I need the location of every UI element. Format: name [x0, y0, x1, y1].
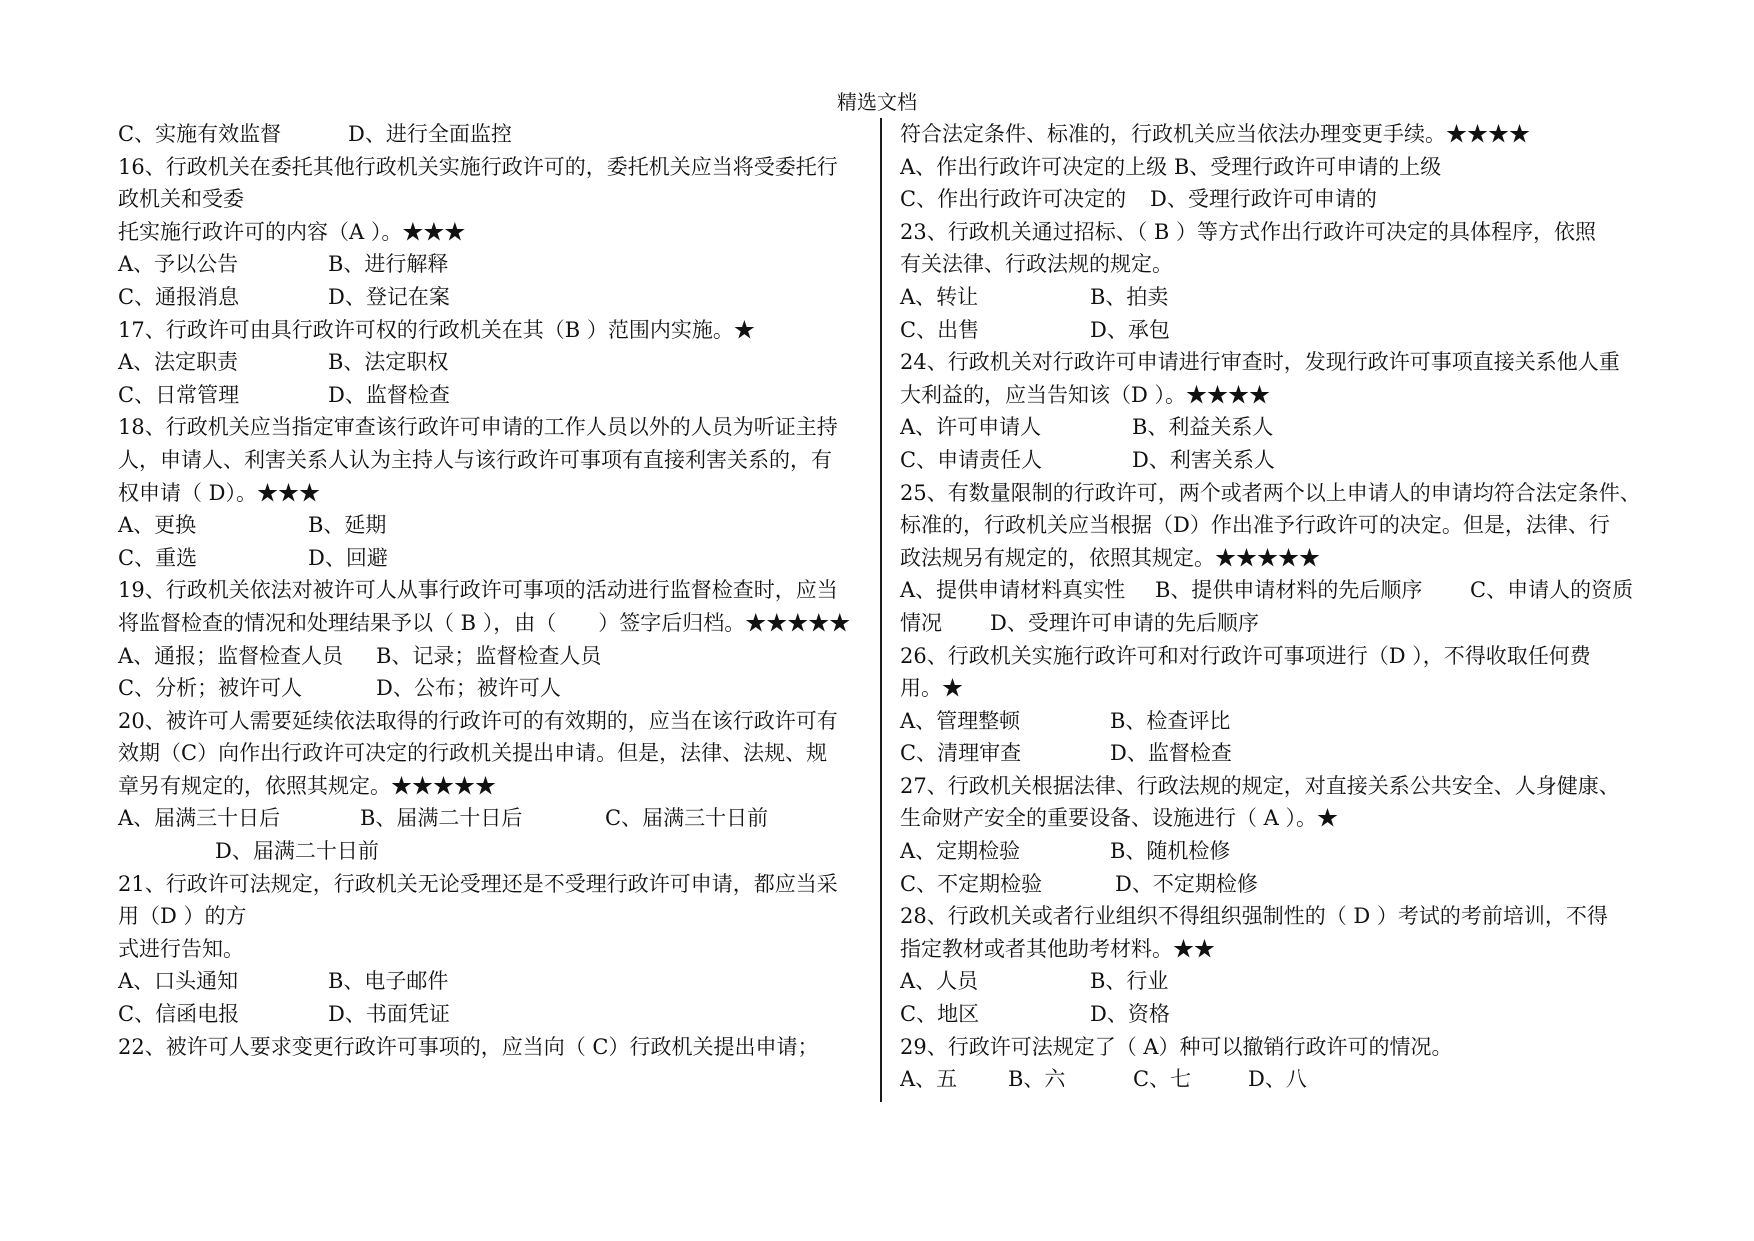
- line-text: 28、行政机关或者行业组织不得组织强制性的（ D ）考试的考前培训，不得: [900, 904, 1608, 929]
- text-line: [900, 672, 1665, 705]
- answer-option: B、届满二十日后: [360, 806, 523, 831]
- answer-option: 情况: [900, 610, 942, 635]
- answer-option: D、受理行政许可申请的: [1150, 187, 1377, 212]
- answer-option: A、更换: [118, 513, 197, 538]
- answer-option: D、不定期检修: [1115, 871, 1258, 896]
- text-line: [900, 574, 1665, 607]
- text-line: [118, 118, 863, 151]
- answer-option: B、提供申请材料的先后顺序: [1155, 578, 1423, 603]
- line-text: 24、行政机关对行政许可申请进行审查时，发现行政许可事项直接关系他人重: [900, 350, 1620, 375]
- answer-option: D、监督检查: [1110, 741, 1232, 766]
- text-line: [900, 281, 1665, 314]
- answer-option: C、不定期检验: [900, 871, 1043, 896]
- text-line: [118, 444, 863, 477]
- text-line: [118, 933, 863, 966]
- line-text: 人，申请人、利害关系人认为主持人与该行政许可事项有直接利害关系的，有: [118, 447, 832, 472]
- answer-option: D、资格: [1090, 1002, 1170, 1027]
- line-text: 用（D ）的方: [118, 904, 247, 929]
- text-line: [900, 379, 1665, 412]
- text-line: [900, 770, 1665, 803]
- answer-option: C、清理审查: [900, 741, 1022, 766]
- answer-option: A、口头通知: [118, 969, 239, 994]
- answer-option: C、通报消息: [118, 284, 240, 309]
- line-text: 大利益的，应当告知该（D ）。★★★★: [900, 382, 1271, 407]
- answer-option: C、重选: [118, 545, 198, 570]
- text-line: [900, 1031, 1665, 1064]
- text-line: [900, 118, 1665, 151]
- column-divider: [880, 118, 882, 1102]
- text-line: [118, 640, 863, 673]
- text-line: [118, 835, 863, 868]
- text-line: [118, 672, 863, 705]
- text-line: [900, 477, 1665, 510]
- text-line: [118, 509, 863, 542]
- text-line: [900, 411, 1665, 444]
- text-line: [900, 933, 1665, 966]
- text-line: [118, 900, 863, 933]
- answer-option: B、利益关系人: [1132, 415, 1274, 440]
- line-text: 有关法律、行政法规的规定。: [900, 252, 1173, 277]
- text-line: [118, 770, 863, 803]
- text-line: [900, 705, 1665, 738]
- line-text: 章另有规定的，依照其规定。★★★★★: [118, 773, 496, 798]
- text-line: [118, 542, 863, 575]
- text-line: [900, 640, 1665, 673]
- text-line: [900, 346, 1665, 379]
- text-line: [118, 574, 863, 607]
- line-text: 22、被许可人要求变更行政许可事项的，应当向（ C）行政机关提出申请；: [118, 1034, 819, 1059]
- answer-option: C、分析；被许可人: [118, 676, 303, 701]
- answer-option: D、受理许可申请的先后顺序: [990, 610, 1259, 635]
- answer-option: C、日常管理: [118, 382, 240, 407]
- line-text: 权申请（ D）。★★★: [118, 480, 321, 505]
- line-text: 27、行政机关根据法律、行政法规的规定，对直接关系公共安全、人身健康、: [900, 773, 1620, 798]
- answer-option: D、八: [1248, 1067, 1307, 1092]
- text-line: [118, 151, 863, 184]
- answer-option: B、进行解释: [328, 252, 449, 277]
- text-line: [118, 868, 863, 901]
- answer-option: A、提供申请材料真实性: [900, 578, 1126, 603]
- line-text: 标准的，行政机关应当根据（D）作出准予行政许可的决定。但是，法律、行: [900, 513, 1610, 538]
- line-text: 指定教材或者其他助考材料。★★: [900, 936, 1215, 961]
- answer-option: B、电子邮件: [328, 969, 449, 994]
- answer-option: A、届满三十日后: [118, 806, 281, 831]
- answer-option: C、实施有效监督: [118, 122, 282, 146]
- line-text: 29、行政许可法规定了（ A）种可以撤销行政许可的情况。: [900, 1034, 1453, 1059]
- text-line: [900, 1063, 1665, 1096]
- answer-option: A、予以公告: [118, 252, 239, 277]
- text-line: [118, 998, 863, 1031]
- text-line: [118, 248, 863, 281]
- text-line: [118, 281, 863, 314]
- line-text: 式进行告知。: [118, 936, 244, 961]
- answer-option: A、定期检验: [900, 839, 1021, 864]
- text-line: [118, 183, 863, 216]
- line-text: 18、行政机关应当指定审查该行政许可申请的工作人员以外的人员为听证主持: [118, 415, 838, 440]
- text-line: [118, 965, 863, 998]
- answer-option: A、五: [900, 1067, 958, 1092]
- answer-option: C、出售: [900, 317, 980, 342]
- text-line: [900, 607, 1665, 640]
- answer-option: A、通报；监督检查人员: [118, 643, 344, 668]
- answer-option: C、作出行政许可决定的: [900, 187, 1127, 212]
- answer-option: C、信函电报: [118, 1002, 240, 1027]
- text-line: [900, 183, 1665, 216]
- answer-option: D、进行全面监控: [348, 122, 512, 146]
- text-line: [900, 900, 1665, 933]
- text-line: [900, 444, 1665, 477]
- line-text: 17、行政许可由具行政许可权的行政机关在其（B ）范围内实施。★: [118, 317, 755, 342]
- line-text: 效期（C）向作出行政许可决定的行政机关提出申请。但是，法律、法规、规: [118, 741, 828, 766]
- answer-option: D、承包: [1090, 317, 1170, 342]
- line-text: 20、被许可人需要延续依法取得的行政许可的有效期的，应当在该行政许可有: [118, 708, 838, 733]
- line-text: 符合法定条件、标准的，行政机关应当依法办理变更手续。★★★★: [900, 122, 1530, 146]
- text-line: [900, 542, 1665, 575]
- line-text: 生命财产安全的重要设备、设施进行（ A ）。★: [900, 806, 1339, 831]
- answer-option: C、申请人的资质: [1470, 578, 1634, 603]
- answer-option: B、随机检修: [1110, 839, 1231, 864]
- text-line: [900, 835, 1665, 868]
- text-line: [118, 314, 863, 347]
- answer-option: B、拍卖: [1090, 284, 1169, 309]
- text-line: [900, 868, 1665, 901]
- text-line: [900, 314, 1665, 347]
- right-column: [900, 118, 1665, 1096]
- line-text: 26、行政机关实施行政许可和对行政许可事项进行（D ），不得收取任何费: [900, 643, 1591, 668]
- answer-option: C、届满三十日前: [605, 806, 769, 831]
- answer-option: D、利害关系人: [1132, 447, 1275, 472]
- answer-option: C、七: [1133, 1067, 1192, 1092]
- text-line: [118, 346, 863, 379]
- answer-option: B、记录；监督检查人员: [376, 643, 602, 668]
- text-line: [118, 379, 863, 412]
- text-line: [118, 411, 863, 444]
- line-text: 19、行政机关依法对被许可人从事行政许可事项的活动进行监督检查时，应当: [118, 578, 838, 603]
- answer-option: D、届满二十日前: [215, 839, 379, 864]
- answer-option: A、许可申请人: [900, 415, 1042, 440]
- answer-option: C、申请责任人: [900, 447, 1043, 472]
- text-line: [118, 802, 863, 835]
- text-line: [900, 737, 1665, 770]
- text-line: [118, 477, 863, 510]
- answer-option: D、监督检查: [328, 382, 450, 407]
- text-line: [118, 705, 863, 738]
- line-text: 将监督检查的情况和处理结果予以（ B ），由（ ）签字后归档。★★★★★: [118, 610, 851, 635]
- line-text: A、作出行政许可决定的上级 B、受理行政许可申请的上级: [900, 154, 1442, 179]
- text-line: [118, 737, 863, 770]
- text-line: [900, 248, 1665, 281]
- text-line: [900, 998, 1665, 1031]
- answer-option: B、法定职权: [328, 350, 449, 375]
- line-text: 用。★: [900, 676, 963, 701]
- line-text: 政机关和受委: [118, 187, 244, 212]
- text-line: [118, 1031, 863, 1064]
- answer-option: D、公布；被许可人: [376, 676, 561, 701]
- answer-option: D、登记在案: [328, 284, 450, 309]
- text-line: [900, 151, 1665, 184]
- text-line: [900, 965, 1665, 998]
- text-line: [900, 802, 1665, 835]
- left-column: [118, 118, 863, 1063]
- answer-option: A、管理整顿: [900, 708, 1021, 733]
- answer-option: B、行业: [1090, 969, 1169, 994]
- answer-option: D、回避: [308, 545, 388, 570]
- page-header-title: 精选文档: [837, 90, 917, 114]
- line-text: 21、行政许可法规定，行政机关无论受理还是不受理行政许可申请，都应当采: [118, 871, 838, 896]
- answer-option: A、法定职责: [118, 350, 239, 375]
- line-text: 25、有数量限制的行政许可，两个或者两个以上申请人的申请均符合法定条件、: [900, 480, 1641, 505]
- line-text: 23、行政机关通过招标、（ B ）等方式作出行政许可决定的具体程序，依照: [900, 219, 1597, 244]
- answer-option: B、检查评比: [1110, 708, 1231, 733]
- answer-option: C、地区: [900, 1002, 980, 1027]
- answer-option: B、延期: [308, 513, 387, 538]
- text-line: [900, 509, 1665, 542]
- answer-option: D、书面凭证: [328, 1002, 450, 1027]
- answer-option: A、转让: [900, 284, 979, 309]
- answer-option: A、人员: [900, 969, 979, 994]
- line-text: 16、行政机关在委托其他行政机关实施行政许可的，委托机关应当将受委托行: [118, 154, 838, 179]
- line-text: 政法规另有规定的，依照其规定。★★★★★: [900, 545, 1320, 570]
- text-line: [118, 607, 863, 640]
- text-line: [900, 216, 1665, 249]
- line-text: 托实施行政许可的内容（A ）。★★★: [118, 219, 466, 244]
- text-line: [118, 216, 863, 249]
- answer-option: B、六: [1008, 1067, 1066, 1092]
